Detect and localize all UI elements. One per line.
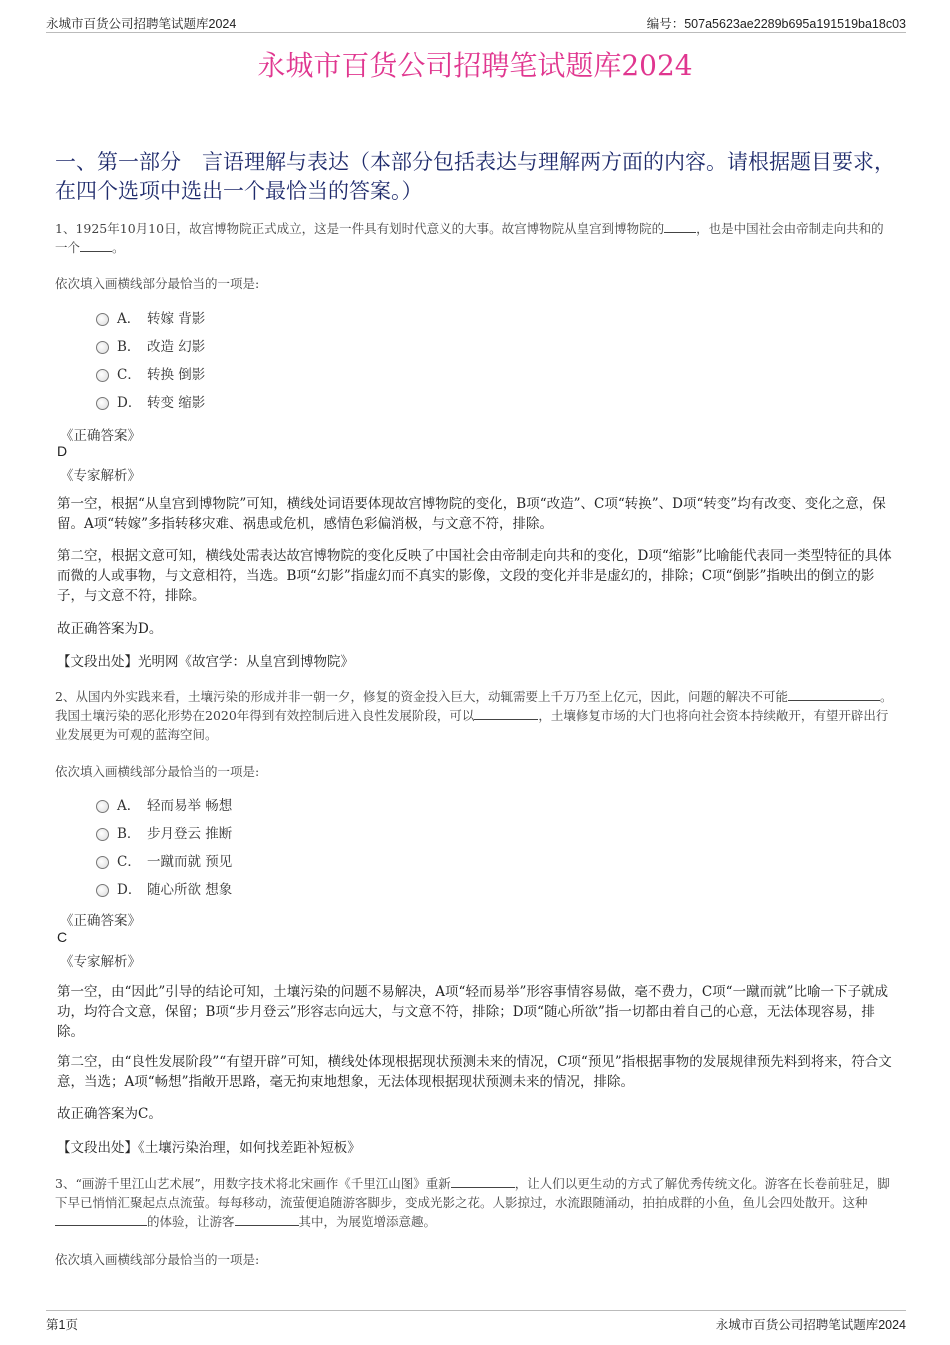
question-2-option-c[interactable]: C． 一蹴而就 预见 — [96, 852, 232, 872]
radio-icon[interactable] — [96, 313, 109, 326]
page-footer — [46, 1310, 906, 1333]
question-1-option-c[interactable]: C． 转换 倒影 — [96, 365, 205, 385]
blank-line — [235, 1212, 299, 1226]
question-2-prompt: 依次填入画横线部分最恰当的一项是: — [55, 764, 260, 779]
blank-line — [451, 1174, 515, 1188]
answer-label: 《正确答案》 — [60, 428, 141, 444]
question-2-option-d[interactable]: D． 随心所欲 想象 — [96, 880, 232, 900]
question-1-prompt: 依次填入画横线部分最恰当的一项是: — [55, 276, 260, 291]
section-heading: 一、第一部分 言语理解与表达（本部分包括表达与理解两方面的内容。请根据题目要求，在四个选项中选出一个最恰当的答案。） — [55, 150, 895, 203]
blank-line — [80, 238, 112, 252]
question-2-stem: 2、从国内外实践来看，土壤污染的形成并非一朝一夕，修复的资金投入巨大，动辄需要上千万乃至上亿元，因此，问题的解决不可能 。我国土壤污染的恶化形势在2020年得到有效控制后进入良性发展阶段，可以 ，土壤修复市场的大门也将向社会资本持续敞开，有望开辟出行业发展更为可观的蓝海空间。 — [55, 689, 893, 742]
question-1-analysis-2: 第二空，根据文意可知，横线处需表达故宫博物院的变化反映了中国社会由帝制走向共和的变化，D项“缩影”比喻能代表同一类型特征的具体而微的人或事物，与文意相符，当选。B项“幻影”指虚幻而不真实的影像，文段的变化并非是虚幻的，排除；C项“倒影”指映出的倒立的影子，与文意不符，排除。 — [57, 548, 892, 604]
radio-icon[interactable] — [96, 856, 109, 869]
header-title: 永城市百货公司招聘笔试题库2024 — [46, 17, 237, 31]
question-3-stem: 3、“画游千里江山艺术展”，用数字技术将北宋画作《千里江山图》重新 ，让人们以更生动的方式了解优秀传统文化。游客在长卷前驻足，脚下早已悄悄汇聚起点点流萤。每每移动，流萤便追随游客脚步，变成光影之花。人影掠过，水流跟随涌动，拍拍成群的小鱼，鱼儿会四处散开。这种的体验，让游客 其中，为展览增添意趣。 — [55, 1176, 890, 1229]
question-2-option-a[interactable]: A． 轻而易举 畅想 — [96, 796, 232, 816]
question-1-option-b[interactable]: B． 改造 幻影 — [96, 337, 205, 357]
question-2-analysis-1: 第一空，由“因此”引导的结论可知，土壤污染的问题不易解决，A项“轻而易举”形容事情容易做，毫不费力，C项“一蹴而就”比喻一下子就成功，均符合文意，保留；B项“步月登云”形容志向远大，与文意不符，排除；D项“随心所欲”指一切都由着自己的心意，无法体现容易，排除。 — [57, 984, 888, 1040]
footer-title: 永城市百货公司招聘笔试题库2024 — [715, 1318, 906, 1332]
radio-icon[interactable] — [96, 800, 109, 813]
radio-icon[interactable] — [96, 369, 109, 382]
answer-label: 《正确答案》 — [60, 913, 141, 929]
radio-icon[interactable] — [96, 341, 109, 354]
page-number: 第1页 — [46, 1318, 78, 1332]
blank-line — [474, 706, 538, 720]
question-1-option-d[interactable]: D． 转变 缩影 — [96, 393, 205, 413]
blank-line — [664, 219, 696, 233]
question-2-option-b[interactable]: B． 步月登云 推断 — [96, 824, 232, 844]
question-1-analysis-1: 第一空，根据“从皇宫到博物院”可知，横线处词语要体现故宫博物院的变化，B项“改造”、C项“转换”、D项“转变”均有改变、变化之意，保留。A项“转嫁”多指转移灾难、祸患或危机，感情色彩偏消极，与文意不符，排除。 — [57, 496, 886, 532]
question-1-source: 【文段出处】光明网《故宫学：从皇宫到博物院》 — [57, 654, 354, 670]
header-doc-id: 编号：507a5623ae2289b695a191519ba18c03 — [646, 17, 906, 31]
question-1-answer: D — [57, 443, 68, 459]
question-1-conclusion: 故正确答案为D。 — [57, 621, 163, 637]
analysis-label: 《专家解析》 — [60, 954, 141, 970]
blank-line — [55, 1212, 147, 1226]
radio-icon[interactable] — [96, 884, 109, 897]
question-2-source: 【文段出处】《土壤污染治理，如何找差距补短板》 — [57, 1140, 361, 1156]
question-2-analysis-2: 第二空，由“良性发展阶段”“有望开辟”可知，横线处体现根据现状预测未来的情况，C项“预见”指根据事物的发展规律预先料到将来，符合文意，当选；A项“畅想”指敞开思路，毫无拘束地想象，无法体现根据现状预测未来的情况，排除。 — [57, 1054, 892, 1090]
question-1-stem: 1、1925年10月10日，故宫博物院正式成立，这是一件具有划时代意义的大事。故宫博物院从皇宫到博物院的 ，也是中国社会由帝制走向共和的一个 。 — [55, 221, 884, 255]
question-2-answer: C — [57, 929, 68, 945]
question-3-prompt: 依次填入画横线部分最恰当的一项是: — [55, 1252, 260, 1267]
page-header — [46, 14, 906, 33]
page-title: 永城市百货公司招聘笔试题库2024 — [257, 49, 693, 82]
radio-icon[interactable] — [96, 397, 109, 410]
radio-icon[interactable] — [96, 828, 109, 841]
analysis-label: 《专家解析》 — [60, 468, 141, 484]
question-2-conclusion: 故正确答案为C。 — [57, 1106, 162, 1122]
blank-line — [788, 687, 880, 701]
question-1-option-a[interactable]: A． 转嫁 背影 — [96, 309, 205, 329]
